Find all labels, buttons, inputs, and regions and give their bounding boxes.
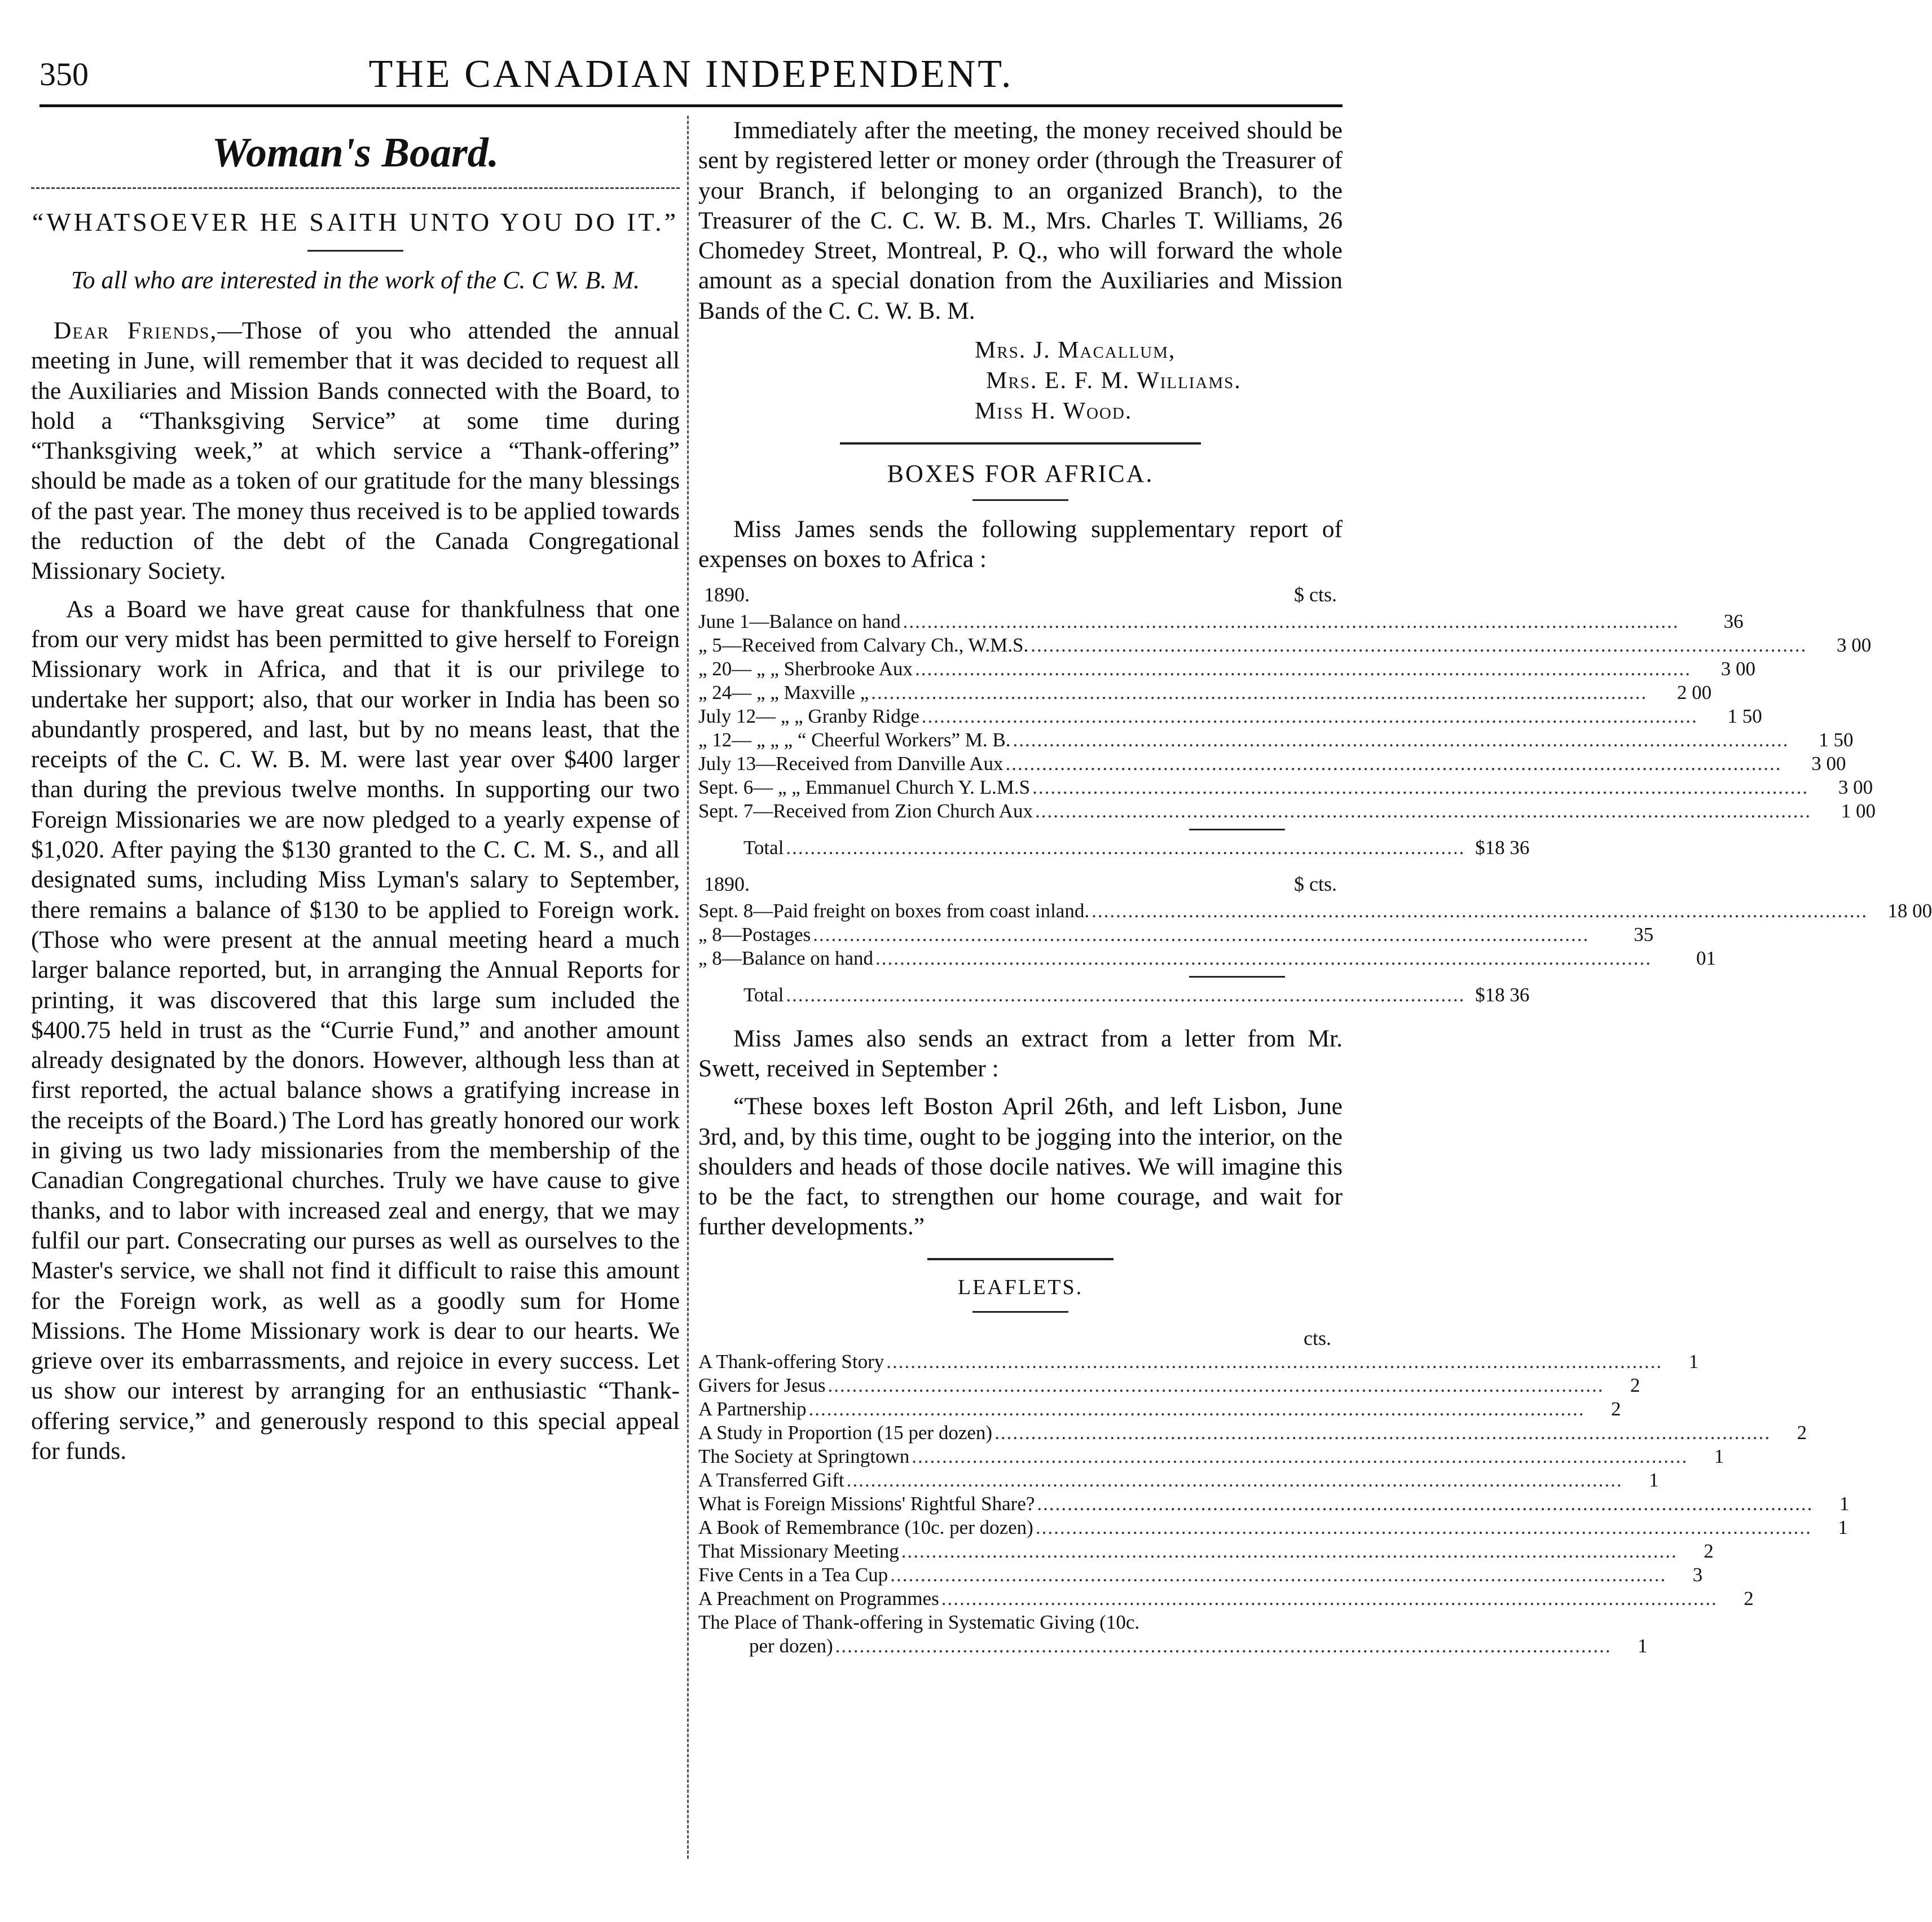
letter-paragraph-3: Immediately after the meeting, the money received should be sent by registered letter or money order (through the Treasurer of your Branch, if belonging to an organized Branch), to the Treasurer of the C. C. W. B. M., Mrs. Charles T. Williams, 26 Chomedey Street, Montreal, P. Q., who will forward the whole amount as a special donation from the Auxiliaries and Mission Bands of the C. C. W. B. M. (698, 117, 1343, 324)
leaflet-row-amount: 1 (1688, 1350, 1699, 1373)
receipt-row-amount: 36 (1723, 610, 1744, 632)
leader-dots: ................................................................................................................................ (846, 1468, 1623, 1491)
boxes-heading: BOXES FOR AFRICA. (887, 460, 1154, 488)
receipt-row-amount: 2 00 (1677, 681, 1712, 703)
letter-paragraph-1 (31, 316, 680, 587)
expenses-list (698, 899, 1932, 970)
leaflet-row-amount: 1 (1649, 1468, 1659, 1491)
leaflet-row (698, 1468, 1659, 1492)
letter-quote: “These boxes left Boston April 26th, and left Lisbon, June 3rd, and, by this time, ought to be jogging into the interior, on the shoulders and heads of those docile natives. We will imagine this to be the fact, to strengthen our home courage, and wait for further developments.” (698, 1093, 1343, 1241)
leaflet-row-amount: 1 (1839, 1492, 1850, 1515)
leaflet-row-amount: 1 (1714, 1445, 1724, 1467)
leaflet-row-amount: 2 (1744, 1587, 1754, 1609)
receipt-row (698, 634, 1872, 657)
receipt-row (698, 610, 1744, 634)
leaflet-row-amount: 2 (1630, 1374, 1640, 1396)
leaflet-row (698, 1445, 1724, 1468)
section-rule (927, 1258, 1114, 1260)
leader-dots: ................................................................................................................................ (901, 1540, 1678, 1562)
leader-dots: ................................................................................................................................ (912, 1445, 1688, 1467)
receipt-row-amount: 3 00 (1720, 657, 1756, 680)
leaflet-row (698, 1397, 1621, 1421)
leader-dots: ................................................................................................................................ (871, 681, 1648, 703)
publication-title: THE CANADIAN INDEPENDENT. (368, 52, 1014, 96)
total-amount: $18 36 (1475, 836, 1530, 859)
leader-dots: ................................................................................................................................ (813, 923, 1590, 945)
receipt-row (698, 752, 1846, 776)
leaflet-row-amount: 1 (1638, 1634, 1648, 1657)
receipt-row-amount: 3 00 (1811, 752, 1846, 775)
leaflet-row-desc: The Society at Springtown (698, 1445, 910, 1467)
leader-dots: ................................................................................................................................ (1032, 776, 1809, 798)
heading-rule (972, 1311, 1068, 1313)
left-column (31, 116, 680, 1466)
leader-dots: ................................................................................................................................ (941, 1587, 1718, 1609)
ledger-year: 1890. (704, 583, 750, 606)
receipt-row-desc: Sept. 6— „ „ Emmanuel Church Y. L.M.S (698, 776, 1031, 798)
section-rule (840, 442, 1201, 445)
leaflet-row-desc: A Study in Proportion (15 per dozen) (698, 1421, 993, 1444)
motto-rule (307, 250, 403, 252)
leader-dots: ................................................................................................................................ (1035, 1516, 1812, 1538)
leader-dots: ................................................................................................................ (786, 836, 1465, 859)
expense-row (698, 899, 1932, 923)
total-label: Total (743, 836, 784, 859)
leader-dots: ................................................................................................................................ (835, 1634, 1612, 1657)
leader-dots: ................................................................................................................................ (915, 657, 1692, 680)
receipt-row-desc: „ 5—Received from Calvary Ch., W.M.S. (698, 634, 1029, 656)
expense-row-desc: „ 8—Postages (698, 923, 811, 945)
ledger-units: $ cts. (1294, 872, 1337, 895)
receipt-row-amount: 1 00 (1841, 799, 1876, 822)
leaflets-list (698, 1326, 1850, 1658)
leader-dots: ................................................................................................................................ (1005, 752, 1782, 775)
receipt-row-desc: July 12— „ „ Granby Ridge (698, 705, 919, 727)
right-column (698, 116, 1932, 1658)
leader-dots: ................................................................................................................................ (828, 1374, 1604, 1396)
boxes-ledger (698, 583, 1932, 1007)
receipt-row (698, 776, 1873, 799)
paragraph-1-text: —Those of you who attended the annual meeting in June, will remember that it was decided to request all the Auxiliaries and Mission Bands connected with the Board, to hold a “Thanksgiving Service” at some time during “Thanksgiving week,” at which service a “Thank-offering” should be made as a token of our gratitude for the many blessings of the past year. The money thus received is to be applied towards the reduction of the debt of the Canada Congregational Missionary Society. (31, 317, 680, 585)
total-rule (1189, 829, 1285, 830)
leaflet-row-amount: 2 (1611, 1397, 1621, 1420)
page-number: 350 (39, 56, 89, 93)
receipt-row-amount: 3 00 (1838, 776, 1873, 798)
leaflet-row-desc: What is Foreign Missions' Rightful Share? (698, 1492, 1035, 1515)
leader-dots: ................................................................................................................................ (1031, 634, 1807, 656)
leader-dots: ................................................................................................................................ (1092, 899, 1868, 922)
leader-dots: ................................................................................................................................ (921, 705, 1698, 727)
leader-dots: ................................................................................................................................ (1037, 1492, 1814, 1515)
leaflets-heading: LEAFLETS. (957, 1275, 1084, 1299)
leaflet-row-desc: A Preachment on Programmes (698, 1587, 939, 1609)
leaflet-row-desc: per dozen) (749, 1634, 833, 1657)
leaflets-units: cts. (1304, 1326, 1331, 1349)
expense-row-amount: 01 (1696, 947, 1717, 969)
leaflet-row-desc: A Book of Remembrance (10c. per dozen) (698, 1516, 1033, 1538)
section-title: Woman's Board. (212, 130, 499, 176)
leaflet-row (698, 1634, 1648, 1658)
ledger-units: $ cts. (1294, 583, 1337, 606)
receipt-row (698, 705, 1762, 728)
salutation: Dear Friends, (54, 317, 218, 344)
receipts-list (698, 610, 1876, 823)
leaflet-row-amount: 3 (1692, 1563, 1703, 1586)
leaflet-row-desc: A Thank-offering Story (698, 1350, 884, 1373)
receipt-row-desc: „ 20— „ „ Sherbrooke Aux (698, 657, 913, 680)
leader-dots: ................................................................................................................................ (994, 1421, 1771, 1444)
leaflet-row-amount: 1 (1838, 1516, 1848, 1538)
expense-row (698, 947, 1717, 970)
leaflet-rows (698, 1350, 1850, 1658)
leader-dots: ................................................................................................................ (786, 983, 1465, 1006)
leader-dots: ................................................................................................................................ (1035, 799, 1811, 822)
receipt-row (698, 657, 1756, 681)
leaflet-row-amount: 2 (1797, 1421, 1807, 1444)
ledger-header (698, 583, 1343, 610)
motto: “WHATSOEVER HE SAITH UNTO YOU DO IT.” (32, 208, 679, 236)
leaflet-row (698, 1516, 1848, 1540)
leaflet-row (698, 1563, 1703, 1587)
address-line: To all who are interested in the work of the C. C W. B. M. (71, 266, 640, 294)
leaflet-row-desc: A Partnership (698, 1397, 807, 1420)
header-rule (39, 104, 1343, 107)
total-rule (1189, 976, 1285, 978)
signature: Miss H. Wood. (975, 398, 1133, 425)
expense-row-amount: 35 (1634, 923, 1654, 945)
leaflet-row (698, 1611, 1343, 1634)
title-rule (31, 187, 680, 189)
expense-row-desc: Sept. 8—Paid freight on boxes from coast inland. (698, 899, 1090, 922)
receipt-row-desc: „ 24— „ „ Maxville „ (698, 681, 869, 703)
receipt-row-desc: June 1—Balance on hand (698, 610, 901, 632)
leaflet-row (698, 1374, 1640, 1397)
leaflet-row-desc: Givers for Jesus (698, 1374, 826, 1396)
column-divider (687, 116, 689, 1859)
leader-dots: ................................................................................................................................ (903, 610, 1679, 632)
leaflet-row-desc: A Transferred Gift (698, 1468, 844, 1491)
signatures (975, 335, 1343, 426)
ledger-year: 1890. (704, 872, 750, 895)
leader-dots: ................................................................................................................................ (875, 947, 1652, 969)
leader-dots: ................................................................................................................................ (808, 1397, 1585, 1420)
leaflet-row (698, 1540, 1714, 1563)
leaflet-row (698, 1492, 1850, 1516)
leader-dots: ................................................................................................................................ (886, 1350, 1663, 1373)
leaflet-row (698, 1350, 1699, 1374)
letter-intro: Miss James also sends an extract from a letter from Mr. Swett, received in September : (698, 1024, 1343, 1082)
receipt-row-amount: 3 00 (1836, 634, 1872, 656)
receipts-total-row (698, 836, 1530, 860)
receipt-row-desc: July 13—Received from Danville Aux (698, 752, 1004, 775)
receipt-row (698, 728, 1854, 752)
receipt-row (698, 681, 1712, 705)
receipt-row-desc: „ 12— „ „ „ “ Cheerful Workers” M. B. (698, 728, 1011, 751)
leaflet-row (698, 1421, 1807, 1445)
leaflet-row-desc: That Missionary Meeting (698, 1540, 899, 1562)
receipt-row-amount: 1 50 (1727, 705, 1762, 727)
receipt-row-desc: Sept. 7—Received from Zion Church Aux (698, 799, 1033, 822)
signature: Mrs. J. Macallum, (975, 337, 1176, 364)
expenses-total-row (698, 983, 1530, 1007)
heading-rule (972, 499, 1068, 501)
leaflet-row-desc: Five Cents in a Tea Cup (698, 1563, 888, 1586)
leaflet-row (698, 1587, 1754, 1611)
ledger-header (698, 872, 1343, 899)
receipt-row (698, 799, 1876, 823)
signature: Mrs. E. F. M. Williams. (986, 368, 1242, 394)
total-amount: $18 36 (1475, 983, 1530, 1006)
leaflet-row-amount: 2 (1704, 1540, 1714, 1562)
expense-row-desc: „ 8—Balance on hand (698, 947, 874, 969)
boxes-intro: Miss James sends the following supplementary report of expenses on boxes to Africa : (698, 516, 1343, 573)
leader-dots: ................................................................................................................................ (1013, 728, 1789, 751)
page-header (39, 23, 1343, 102)
letter-paragraph-2: As a Board we have great cause for thankfulness that one from our very midst has been permitted to give herself to Foreign Missionary work in Africa, and that it is our privilege to undertake her support; also, that our worker in India has been so abundantly prospered, and last, but by no means least, that the receipts of the C. C. W. B. M. were last year over $400 larger than during the previous twelve months. In supporting our two Foreign Missionaries we are now pledged to a yearly expense of $1,020. After paying the $130 granted to the C. C. M. S., and all designated sums, including Miss Lyman's salary to September, there remains a balance of $130 to be applied to Foreign work. (Those who were present at the annual meeting heard a much larger balance reported, but, in arranging the Annual Reports for printing, it was discovered that this large sum included the $400.75 held in trust as the “Currie Fund,” and another amount already designated by the donors. However, although less than at first reported, the actual balance shows a gratifying increase in the receipts of the Board.) The Lord has greatly honored our work in giving us two lady missionaries from the membership of the Canadian Congregational churches. Truly we have cause to give thanks, and to labor with increased zeal and energy, that we may fulfil our part. Consecrating our purses as well as ourselves to the Master's service, we shall not find it difficult to raise this amount for the Foreign work, as well as a goodly sum for Home Missions. The Home Missionary work is dear to our hearts. We grieve over its embarrassments, and rejoice in every success. Let us show our interest by arranging for an enthusiastic “Thank-offering service,” and generously respond to this special appeal for funds. (31, 595, 680, 1464)
receipt-row-amount: 1 50 (1819, 728, 1854, 751)
total-label: Total (743, 983, 784, 1006)
expense-row (698, 923, 1654, 947)
leaflet-row-desc: The Place of Thank-offering in Systematic Giving (10c. (698, 1611, 1140, 1633)
expense-row-amount: 18 00 (1887, 899, 1932, 922)
leader-dots: ................................................................................................................................ (890, 1563, 1667, 1586)
